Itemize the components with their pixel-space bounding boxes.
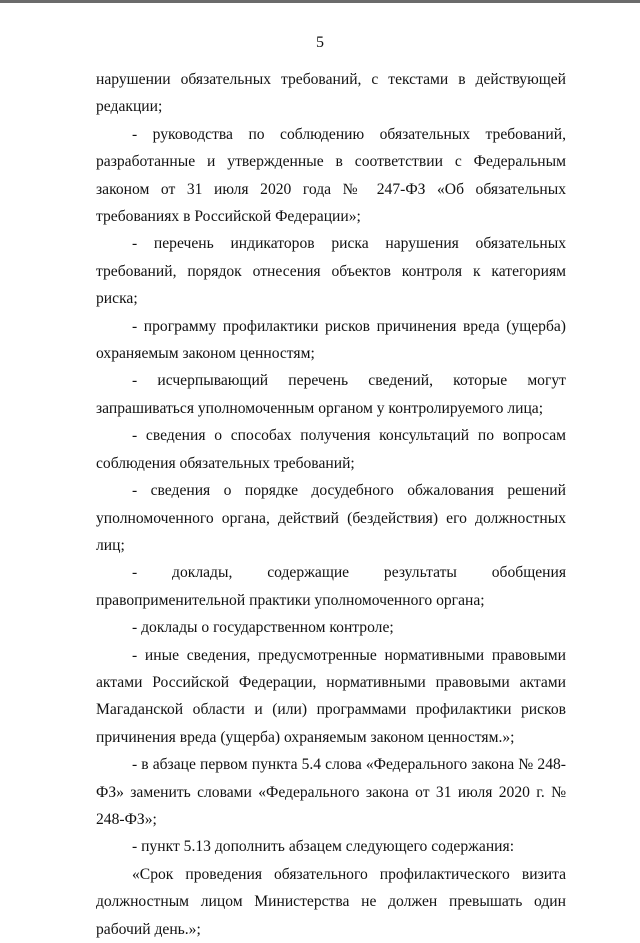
paragraph-amend-5-13: - пункт 5.13 дополнить абзацем следующего содержания:	[132, 838, 515, 856]
paragraph-practice-reports: - доклады, содержащие результаты обобщения правоприменительной практики уполномоченного органа;	[96, 564, 566, 609]
paragraph-risk-indicators: - перечень индикаторов риска нарушения обязательных требований, порядок отнесения объектов контроля к категориям риска;	[96, 235, 566, 308]
paragraph-pretrial-appeal: - сведения о порядке досудебного обжалования решений уполномоченного органа, действий (бездействия) его должностных лиц;	[96, 482, 566, 554]
paragraph-prevention-program: - программу профилактики рисков причинения вреда (ущерба) охраняемым законом ценностям;	[96, 317, 566, 363]
paragraph-consultation-methods: - сведения о способах получения консультаций по вопросам соблюдения обязательных требований;	[96, 427, 566, 472]
top-scan-edge-line	[0, 0, 640, 3]
paragraph-1-continuation: нарушении обязательных требований, с текстами в действующей редакции;	[96, 71, 566, 116]
document-body	[96, 66, 566, 943]
paragraph-state-control-reports: - доклады о государственном контроле;	[132, 619, 394, 637]
page-number: 5	[316, 34, 324, 51]
paragraph-other-information: - иные сведения, предусмотренные нормативными правовыми актами Российской Федерации, нормативными правовыми актами Магаданской области и (или) программами профилактики рисков причинения вреда (ущерба) охраняемым законом ценностям.»;	[96, 646, 566, 746]
paragraph-exhaustive-list: - исчерпывающий перечень сведений, которые могут запрашиваться уполномоченным органом у контролируемого лица;	[96, 372, 566, 417]
paragraph-guidance-documents: - руководства по соблюдению обязательных требований, разработанные и утвержденные в соответствии с Федеральным законом от 31 июля 2020 года № 247-ФЗ «Об обязательных требованиях в Российской Федерации»;	[96, 125, 566, 226]
paragraph-amend-5-4: - в абзаце первом пункта 5.4 слова «Федерального закона № 248-ФЗ» заменить словами «Федерального закона от 31 июля 2020 г. № 248-ФЗ»;	[96, 756, 566, 828]
paragraph-visit-duration: «Срок проведения обязательного профилактического визита должностным лицом Министерства не должен превышать один рабочий день.»;	[96, 865, 566, 938]
